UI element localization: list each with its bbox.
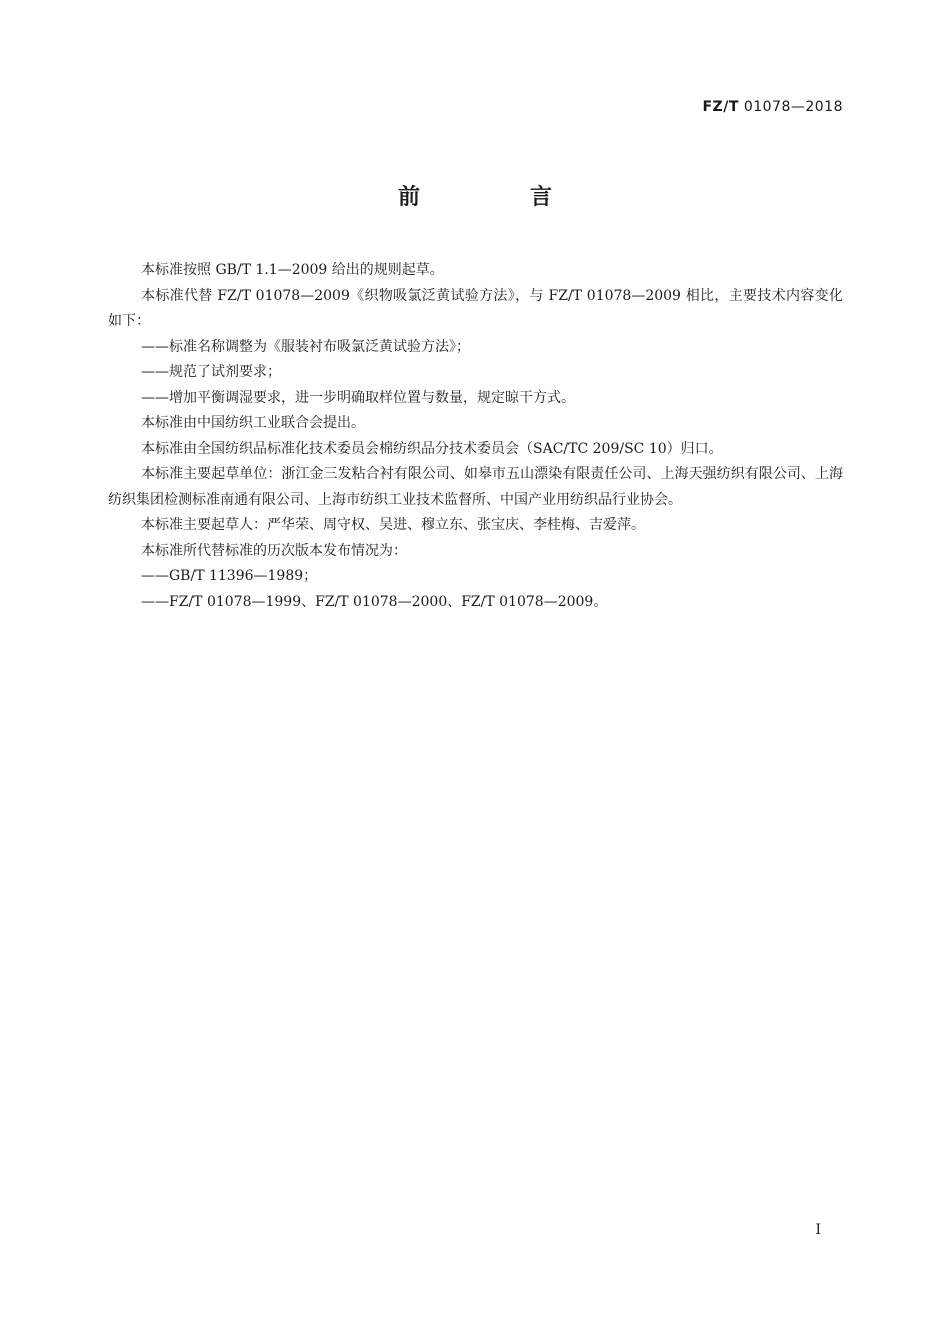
change-item-reagent: ——规范了试剂要求； (141, 364, 281, 380)
paragraph-replacement: 本标准代替 FZ/T 01078—2009《织物吸氯泛黄试验方法》，与 FZ/T 01078—2009 相比，主要技术内容变化如下： (108, 287, 843, 329)
change-item-name: ——标准名称调整为《服装衬布吸氯泛黄试验方法》； (141, 338, 470, 355)
paragraph-history-intro: 本标准所代替标准的历次版本发布情况为： (141, 542, 407, 559)
paragraph-committee: 本标准由全国纺织品标准化技术委员会棉纺织品分技术委员会（SAC/TC 209/SC 10）归口。 (141, 440, 723, 457)
change-item-conditioning: ——增加平衡调湿要求，进一步明确取样位置与数量，规定晾干方式。 (141, 389, 575, 406)
paragraph-drafting-rules: 本标准按照 GB/T 1.1—2009 给出的规则起草。 (141, 262, 444, 278)
page-title: 前 言 (397, 185, 596, 210)
page-number: I (815, 1222, 821, 1238)
history-item-fz: ——FZ/T 01078—1999、FZ/T 01078—2000、FZ/T 01078—2009。 (141, 593, 608, 610)
standard-code (702, 99, 843, 115)
standard-prefix: FZ/T (702, 99, 739, 115)
paragraph-drafters: 本标准主要起草人：严华荣、周守权、吴进、穆立东、张宝庆、李桂梅、吉爱萍。 (141, 517, 645, 533)
standard-number: 01078—2018 (743, 99, 843, 115)
paragraph-proposer: 本标准由中国纺织工业联合会提出。 (141, 415, 365, 431)
history-item-1989: ——GB/T 11396—1989； (141, 568, 318, 584)
paragraph-drafting-units: 本标准主要起草单位：浙江金三发粘合衬有限公司、如皋市五山漂染有限责任公司、上海天强纺织有限公司、上海纺织集团检测标准南通有限公司、上海市纺织工业技术监督所、中国产业用纺织品行业协会。 (108, 466, 843, 508)
foreword-body (108, 258, 843, 615)
